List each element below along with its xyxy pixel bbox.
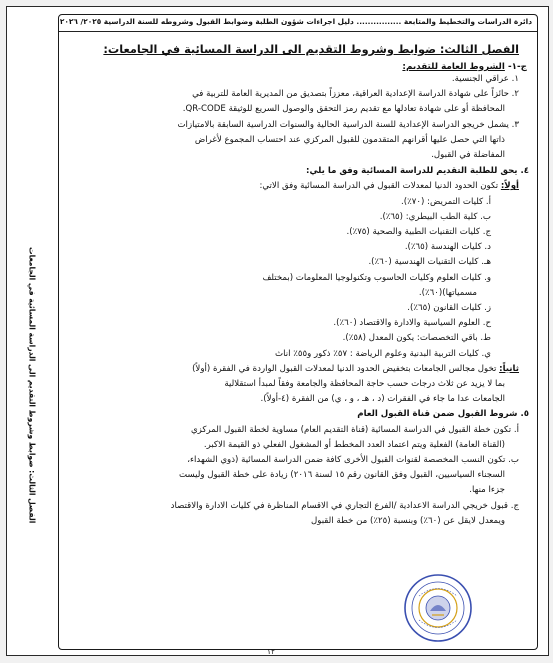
general-line: المفاضلة في القبول. — [431, 150, 505, 161]
second-clause — [63, 362, 529, 377]
general-line: ٣. يشمل خريجو الدراسة الإعدادية للسنة الدراسية الحالية والسنوات الدراسية السابقة بالامتيازات — [177, 119, 519, 130]
list-item: ي. كليات التربية البدنية وعلوم الرياضة : ٥٧٪ ذكور و٥٥٪ اناث — [275, 348, 491, 359]
section-number: ج-١- — [507, 62, 527, 72]
list-item-continued: مسمياتها)(٦٠٪). — [418, 287, 477, 298]
second-label: ثانياً: — [499, 363, 519, 374]
general-line: ذاتها التي حصل عليها أقرانهم المتقدمون للقبول المركزي عند احتساب المجموع لأغراض — [194, 134, 505, 145]
section-4-heading: ٤. يحق للطلبة التقديم للدراسة المسائية وفق ما يلي: — [306, 166, 529, 177]
page-number: ١٢ — [267, 647, 275, 656]
chapter-title: الفصل الثالث: ضوابط وشروط التقديم الى الدراسة المسائية في الجامعات: — [103, 43, 519, 56]
document-page — [6, 6, 549, 656]
clause-b-line: ب. تكون النسب المخصصة لقنوات القبول الأخرى كافة ضمن الدراسة المسائية (ذوي الشهداء، — [187, 455, 519, 466]
page-content — [63, 35, 529, 635]
page-header: دائرة الدراسات والتخطيط والمتابعة ................ دليل اجراءات شؤون الطلبة وضوابط القبول وشروطه للسنة الدراسية ٢٠٢٥/ ٢٠٢٦ — [59, 17, 532, 26]
header-rule — [59, 31, 537, 32]
list-item: ج. كليات التقنيات الطبية والصحية (٧٥٪). — [346, 227, 491, 238]
list-item: د. كليات الهندسة (٦٥٪). — [404, 242, 491, 253]
list-item: ط. باقي التخصصات: يكون المعدل (٥٨٪). — [342, 333, 491, 344]
second-text: تخول مجالس الجامعات بتخفيض الحدود الدنيا لمعدلات القبول الواردة في الفقرة (أولاً) — [192, 363, 500, 374]
second-clause-line: الجامعات عدا ما جاء في الفقرات (د ، هـ ، و ، ي) من الفقرة (٤-أولاً). — [260, 394, 505, 405]
list-item: ز. كليات القانون (٦٥٪). — [407, 303, 491, 314]
first-label: أولاً: — [500, 181, 519, 192]
clause-b-line: جزءا منها. — [469, 485, 505, 496]
section-general-heading — [63, 62, 527, 72]
general-line: المحافظة أو على شهادة تعادلها مع تقديم رمز التحقق والوصول السريع للوثيقة QR-CODE. — [182, 104, 505, 115]
section-label: الشروط العامة للتقديم: — [402, 62, 505, 72]
section-5-heading: ٥. شروط القبول ضمن قناة القبول العام — [357, 409, 529, 420]
list-item: هـ. كليات التقنيات الهندسية (٦٠٪). — [368, 257, 491, 268]
clause-c-line: ج. قبول خريجي الدراسة الاعدادية /الفرع التجاري في الاقسام المناظرة في كليات الادارة والاقتصاد — [170, 500, 519, 511]
list-item: ب. كلية الطب البيطري: (٦٥٪). — [379, 211, 491, 222]
second-clause-line: بما لا يزيد عن ثلاث درجات حسب حاجة المحافظة والجامعة وفقاً لمبدأ استقلالية — [224, 379, 505, 390]
clause-b-line: السجناء السياسيين، القبول وفق القانون رقم ١٥ لسنة ٢٠١٦) زيادة على خطة القبول وليست — [179, 470, 505, 481]
list-item: و. كليات العلوم وكليات الحاسوب وتكنولوجيا المعلومات (بمختلف — [262, 272, 491, 283]
general-line: ٢. حائزاً على شهادة الدراسة الإعدادية العراقية، معززاً بتصديق من المديرية العامة للتربية في — [192, 89, 519, 100]
clause-a-line: أ. تكون خطة القبول في الدراسة المسائية (قناة التقديم العام) مساوية لخطة القبول المركزي — [190, 424, 519, 435]
side-label-container — [17, 247, 47, 524]
clause-c-line: ويمعدل لايقل عن (٦٠٪) وبنسبة (٢٥٪) من خطة القبول — [311, 515, 505, 526]
first-clause — [63, 179, 529, 194]
list-item: ح. العلوم السياسية والادارة والاقتصاد (٦٠٪). — [333, 318, 491, 329]
list-item: أ. كليات التمريض: (٧٠٪). — [401, 196, 491, 207]
first-text: تكون الحدود الدنيا لمعدلات القبول في الدراسة المسائية وفق الاتي: — [259, 181, 501, 192]
general-line: ١. عراقي الجنسية. — [451, 74, 519, 84]
side-chapter-label: الفصل الثالث: ضوابط وشروط التقديم الى الدراسة المسائية في الجامعات — [27, 247, 37, 524]
ministry-seal-icon — [403, 573, 473, 643]
clause-a-line: (القناة العامة) الفعلية ويتم اعتماد العدد المخطط أو المشغول الفعلي ذو القيمة الاكبر. — [203, 439, 505, 450]
